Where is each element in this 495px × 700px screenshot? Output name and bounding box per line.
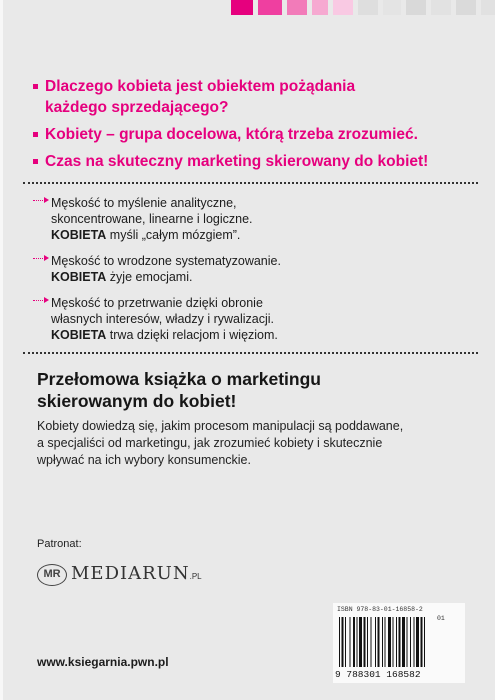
headline — [37, 368, 457, 412]
blurb-line: wpływać na ich wybory konsumenckie. — [37, 453, 251, 467]
comparison-item — [33, 295, 473, 343]
color-strip-10 — [456, 0, 476, 15]
color-strip-5 — [333, 0, 353, 15]
comparison-rest: żyje emocjami. — [106, 270, 193, 284]
color-strip-9 — [431, 0, 451, 15]
headline-line: Przełomowa książka o marketingu — [37, 369, 321, 389]
square-bullet-icon — [33, 159, 38, 164]
ean-digits: 9 788301 168582 — [335, 669, 421, 680]
comparison-keyword: KOBIETA — [51, 328, 107, 342]
comparison-line: własnych interesów, władzy i rywalizacji. — [51, 312, 274, 326]
question-list — [33, 76, 483, 178]
barcode — [333, 603, 465, 683]
dotted-arrow-icon — [33, 200, 47, 201]
dotted-arrow-icon — [33, 258, 47, 259]
color-strip-3 — [287, 0, 307, 15]
question-text: Kobiety – grupa docelowa, którą trzeba zrozumieć. — [45, 126, 418, 143]
comparison-item — [33, 253, 473, 285]
comparison-line: Męskość to przetrwanie dzięki obronie — [51, 296, 263, 310]
logo-text: MEDIARUN — [71, 563, 190, 584]
headline-line: skierowanym do kobiet! — [37, 391, 237, 411]
blurb — [37, 418, 477, 469]
color-strip-2 — [258, 0, 282, 15]
color-strip-1 — [231, 0, 253, 15]
logo-suffix: .PL — [189, 572, 202, 581]
comparison-conclusion — [51, 227, 473, 243]
comparison-line: skoncentrowane, linearne i logiczne. — [51, 212, 253, 226]
blurb-line: Kobiety dowiedzą się, jakim procesom manipulacji są poddawane, — [37, 419, 404, 433]
question-text: Dlaczego kobieta jest obiektem pożądania — [45, 78, 356, 95]
isbn-text: ISBN 978-83-01-16858-2 — [337, 606, 423, 613]
square-bullet-icon — [33, 132, 38, 137]
color-strip-4 — [312, 0, 328, 15]
comparison-conclusion — [51, 327, 473, 343]
color-strip-8 — [406, 0, 426, 15]
comparison-line: Męskość to wrodzone systematyzowanie. — [51, 254, 281, 268]
question-item — [33, 124, 483, 145]
question-item — [33, 151, 483, 172]
blurb-line: a specjaliści od marketingu, jak zrozumieć kobiety i skutecznie — [37, 436, 383, 450]
website-url: www.ksiegarnia.pwn.pl — [37, 655, 169, 669]
color-strip-7 — [383, 0, 401, 15]
comparison-item — [33, 195, 473, 243]
comparison-rest: myśli „całym mózgiem”. — [106, 228, 241, 242]
logo-mark: MR — [37, 564, 67, 586]
comparison-list — [33, 195, 473, 353]
barcode-bars-icon — [339, 617, 461, 669]
patronat-label: Patronat: — [37, 538, 82, 550]
logo-wordmark — [71, 563, 202, 584]
dotted-divider — [23, 352, 478, 354]
comparison-keyword: KOBIETA — [51, 228, 107, 242]
question-text: każdego sprzedającego? — [45, 99, 229, 116]
square-bullet-icon — [33, 84, 38, 89]
comparison-line: Męskość to myślenie analityczne, — [51, 196, 237, 210]
dotted-arrow-icon — [33, 300, 47, 301]
color-strip-11 — [481, 0, 495, 15]
comparison-keyword: KOBIETA — [51, 270, 107, 284]
comparison-rest: trwa dzięki relacjom i więziom. — [106, 328, 278, 342]
question-item — [33, 76, 483, 118]
color-strip-6 — [358, 0, 378, 15]
barcode-addon: 01 — [437, 615, 445, 622]
comparison-conclusion — [51, 269, 473, 285]
dotted-divider — [23, 182, 478, 184]
question-text: Czas na skuteczny marketing skierowany do kobiet! — [45, 153, 429, 170]
